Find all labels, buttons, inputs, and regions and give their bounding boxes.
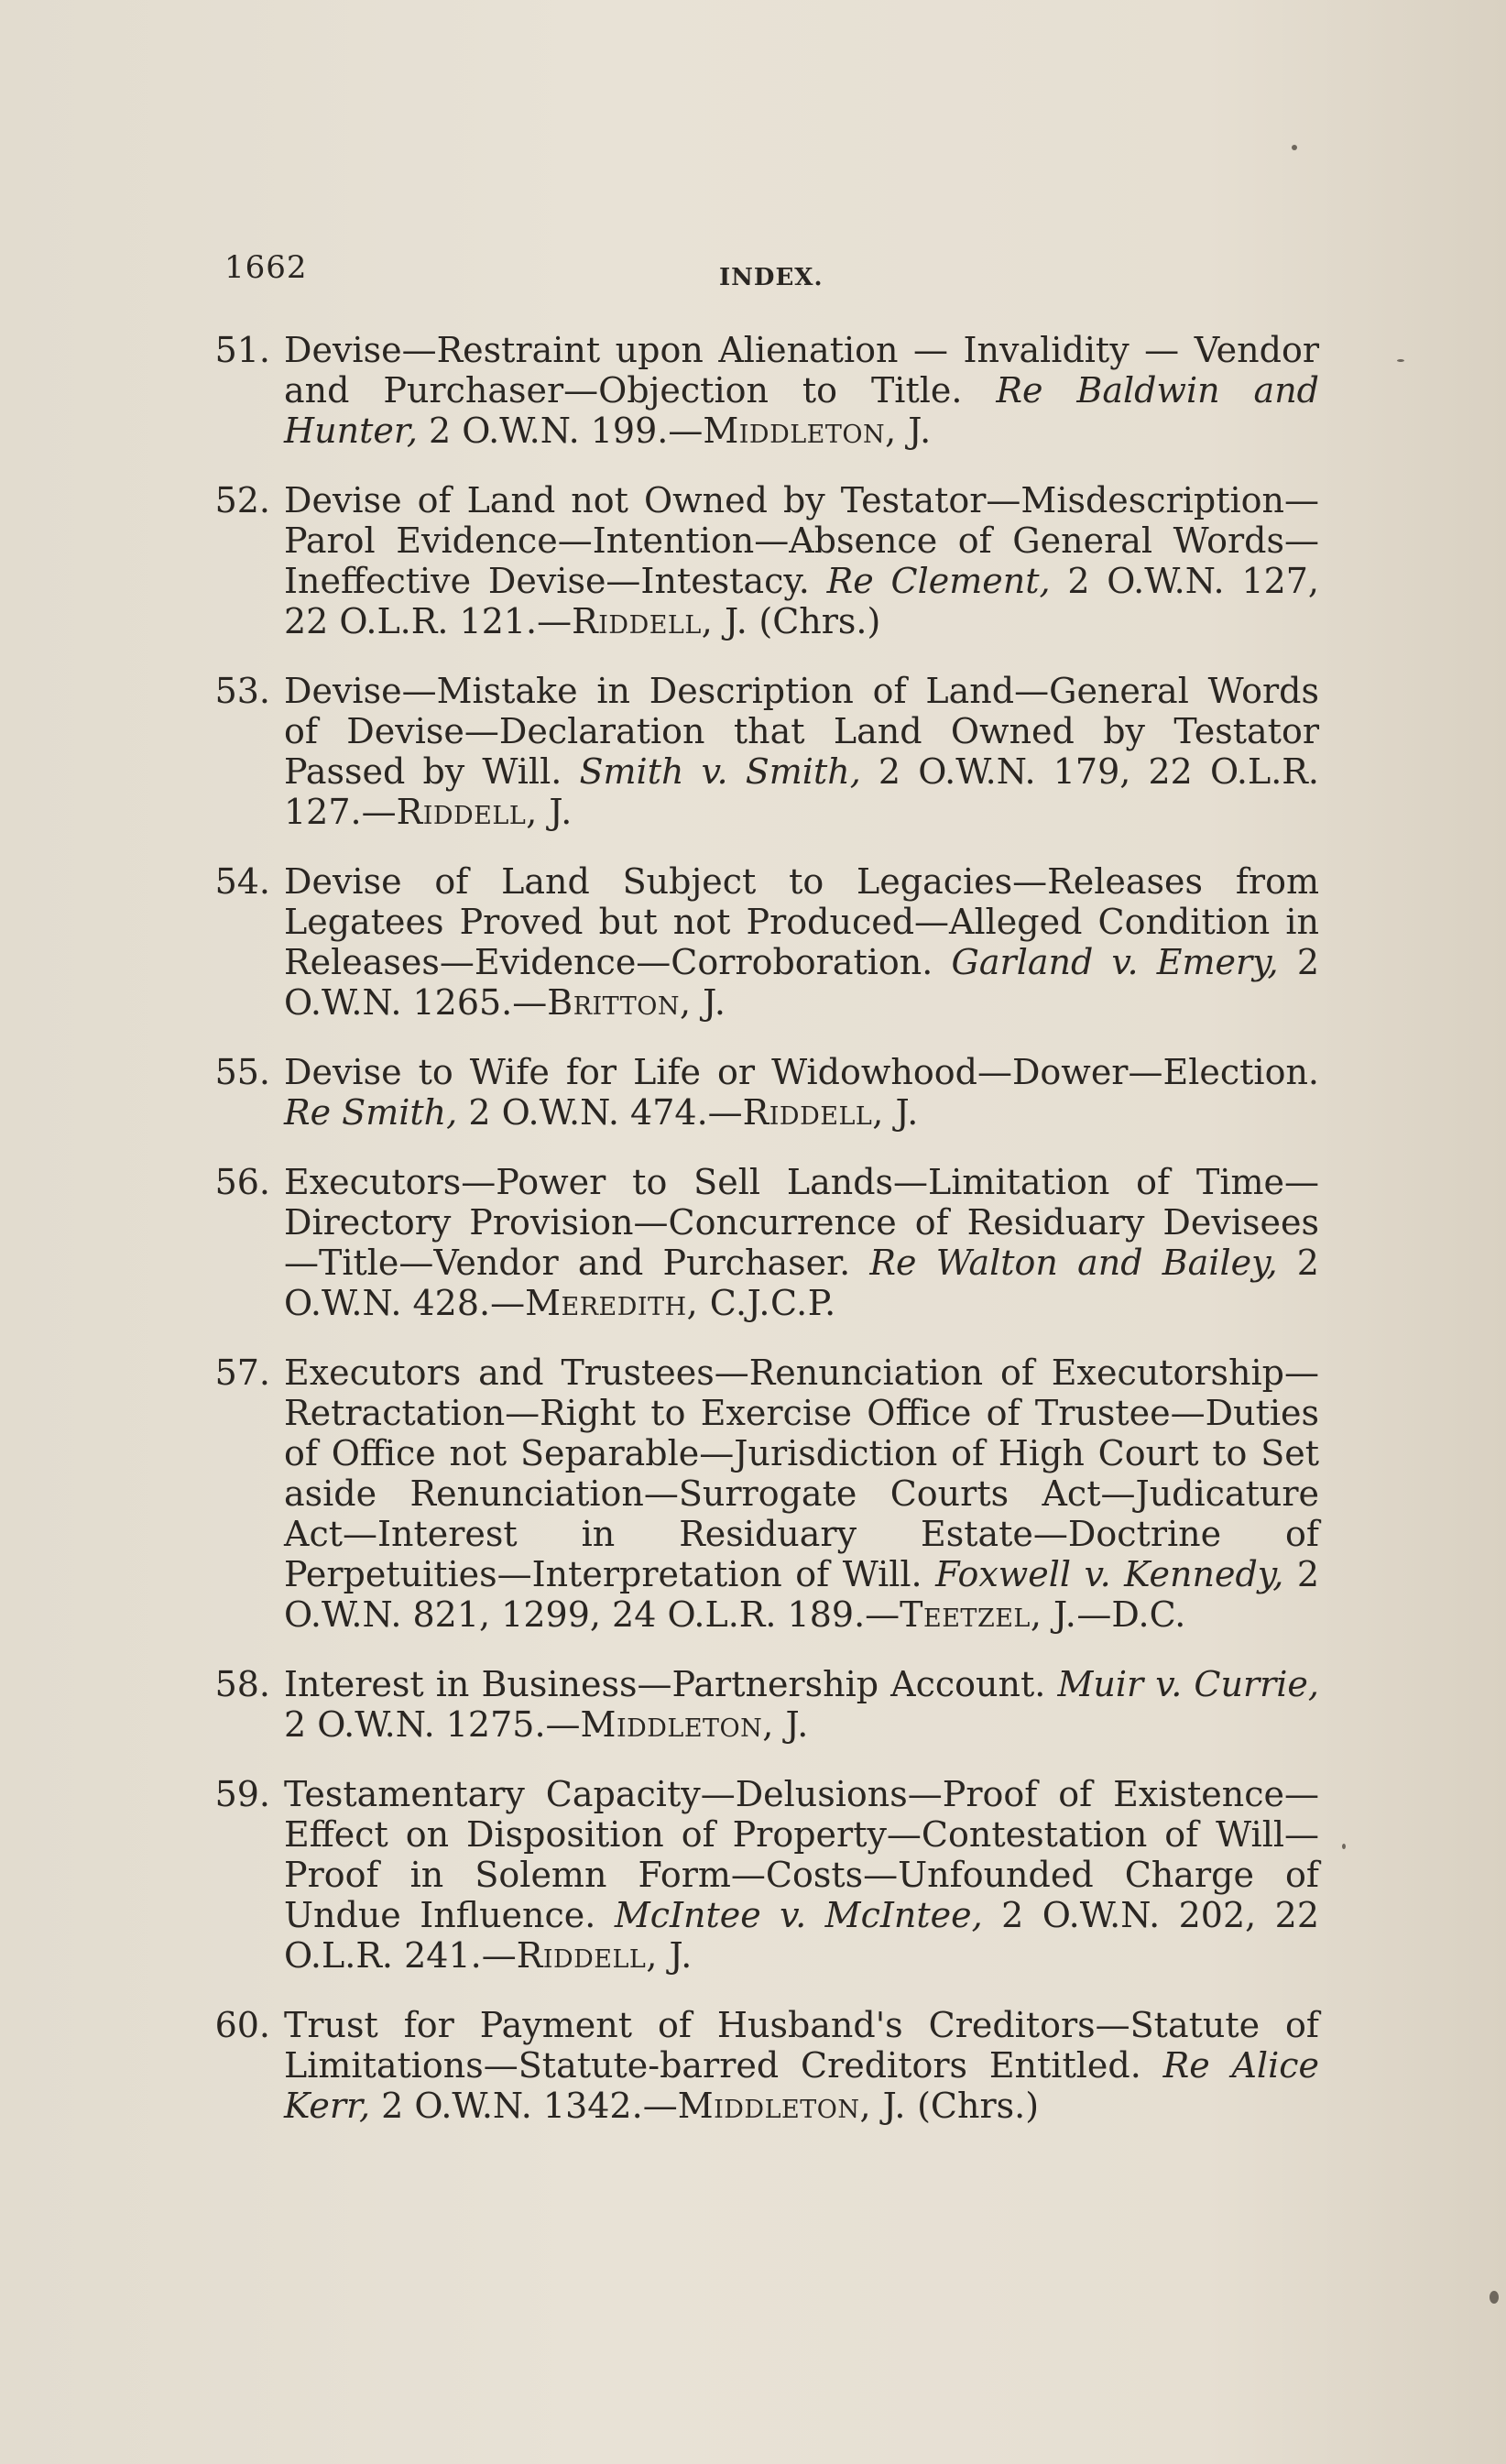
entry-body	[284, 671, 1319, 832]
entry-body	[284, 2005, 1319, 2126]
case-name: Muir v. Currie,	[1057, 1664, 1320, 1704]
entry-trailing: (Chrs.)	[906, 2086, 1040, 2126]
entry-trailing: (Chrs.)	[748, 601, 881, 641]
citation: 2 O.W.N. 127, 22 O.L.R. 121.—	[284, 561, 1319, 641]
entry-text: Devise of Land not Owned by Testator—Misdescription—Parol Evidence—Intention—Absence of General Words—Ineffective Devise—Intestacy.	[284, 480, 1319, 601]
index-entry-51	[197, 330, 1319, 451]
index-entries	[197, 330, 1319, 2155]
entry-body	[284, 1774, 1319, 1976]
page-header	[224, 240, 1324, 295]
judge-name: Riddell, J.	[572, 601, 748, 641]
citation: 2 O.W.N. 474.—	[457, 1092, 743, 1133]
entry-body	[284, 1162, 1319, 1323]
case-name: Re Smith,	[284, 1092, 458, 1133]
judge-name: Riddell, J.	[516, 1935, 693, 1976]
index-entry-55	[197, 1052, 1319, 1133]
judge-name: Riddell, J.	[396, 792, 573, 832]
index-entry-52	[197, 480, 1319, 641]
entry-number: 55.	[214, 1052, 270, 1092]
entry-number: 54.	[214, 861, 270, 902]
case-name: Re Walton and Bailey,	[869, 1243, 1278, 1283]
judge-name: Teetzel, J.	[900, 1594, 1077, 1635]
entry-text: Executors—Power to Sell Lands—Limitation of Time—Directory Provision—Concurrence of Residuary Devisees—Title—Vendor and Purchaser.	[284, 1162, 1319, 1283]
judge-name: Riddell, J.	[742, 1092, 919, 1133]
index-entry-57	[197, 1352, 1319, 1635]
entry-text: Devise—Restraint upon Alienation — Invalidity — Vendor and Purchaser—Objection to Title.	[284, 330, 1319, 411]
paper-speck	[1292, 145, 1297, 150]
citation: 2 O.W.N. 179, 22 O.L.R. 127.—	[284, 751, 1319, 832]
entry-body	[284, 1664, 1319, 1745]
judge-name: Britton, J.	[547, 982, 726, 1023]
judge-name: Middleton, J.	[677, 2086, 907, 2126]
entry-body	[284, 480, 1319, 641]
entry-body	[284, 1052, 1319, 1133]
entry-text: Devise—Mistake in Description of Land—General Words of Devise—Declaration that Land Owned by Testator Passed by Will.	[284, 671, 1319, 792]
entry-number: 58.	[214, 1664, 270, 1704]
case-name: Smith v. Smith,	[579, 751, 861, 792]
entry-text: Executors and Trustees—Renunciation of Executorship—Retractation—Right to Exercise Office of Trustee—Duties of Office not Separable—Jurisdiction of High Court to Set aside Renunciation—Surrogate Courts Act—Judicature Act—Interest in Residuary Estate—Doctrine of Perpetuities—Interpretation of Will.	[284, 1352, 1319, 1594]
entry-text: Devise to Wife for Life or Widowhood—Dower—Election.	[284, 1052, 1319, 1092]
paper-speck	[1397, 359, 1404, 362]
entry-text: Interest in Business—Partnership Account.	[284, 1664, 1058, 1704]
entry-text: Devise of Land Subject to Legacies—Releases from Legatees Proved but not Produced—Alleged Condition in Releases—Evidence—Corroboration.	[284, 861, 1319, 982]
citation: 2 O.W.N. 1275.—	[284, 1704, 581, 1745]
entry-body	[284, 330, 1319, 451]
paper-speck	[1490, 2291, 1499, 2304]
entry-body	[284, 861, 1319, 1023]
index-entry-59	[197, 1774, 1319, 1976]
case-name: McIntee v. McIntee,	[614, 1895, 983, 1935]
entry-number: 59.	[214, 1774, 270, 1814]
case-name: Foxwell v. Kennedy,	[935, 1554, 1284, 1594]
entry-number: 57.	[214, 1352, 270, 1393]
entry-number: 60.	[214, 2005, 270, 2045]
index-entry-53	[197, 671, 1319, 832]
citation: 2 O.W.N. 821, 1299, 24 O.L.R. 189.—	[284, 1554, 1319, 1635]
entry-number: 52.	[214, 480, 270, 520]
entry-body	[284, 1352, 1319, 1635]
case-name: Re Baldwin and Hunter,	[284, 370, 1319, 451]
index-entry-56	[197, 1162, 1319, 1323]
entry-text: Trust for Payment of Husband's Creditors—Statute of Limitations—Statute-barred Creditors Entitled.	[284, 2005, 1319, 2086]
entry-number: 53.	[214, 671, 270, 711]
index-entry-54	[197, 861, 1319, 1023]
citation: 2 O.W.N. 1265.—	[284, 942, 1319, 1023]
case-name: Garland v. Emery,	[951, 942, 1279, 982]
entry-trailing: —D.C.	[1076, 1594, 1186, 1635]
entry-number: 51.	[214, 330, 270, 370]
page-number: 1662	[224, 249, 308, 286]
entry-number: 56.	[214, 1162, 270, 1202]
index-entry-58	[197, 1664, 1319, 1745]
case-name: Re Alice Kerr,	[284, 2045, 1319, 2126]
citation: 2 O.W.N. 428.—	[284, 1243, 1319, 1323]
case-name: Re Clement,	[826, 561, 1051, 601]
judge-name: Meredith, C.J.C.P.	[525, 1283, 836, 1323]
entry-text: Testamentary Capacity—Delusions—Proof of Existence—Effect on Disposition of Property—Contestation of Will—Proof in Solemn Form—Costs—Unfounded Charge of Undue Influence.	[284, 1774, 1319, 1935]
paper-speck	[1342, 1844, 1346, 1849]
citation: 2 O.W.N. 199.—	[417, 411, 704, 451]
judge-name: Middleton, J.	[703, 411, 932, 451]
judge-name: Middleton, J.	[580, 1704, 809, 1745]
index-entry-60	[197, 2005, 1319, 2126]
citation: 2 O.W.N. 1342.—	[370, 2086, 678, 2126]
citation: 2 O.W.N. 202, 22 O.L.R. 241.—	[284, 1895, 1320, 1976]
running-title: INDEX.	[719, 264, 824, 291]
